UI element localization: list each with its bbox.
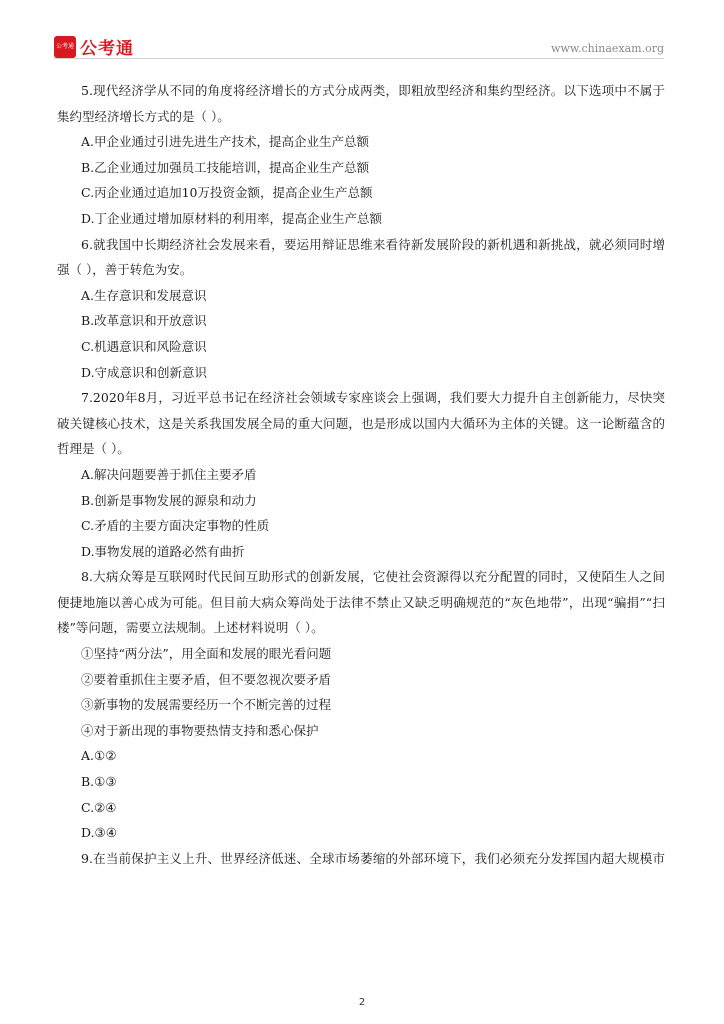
logo (54, 34, 134, 59)
question-8-statement-4: ④对于新出现的事物要热情支持和悉心保护 (81, 722, 319, 738)
question-6-stem-line-2: 强（ ），善于转危为安。 (57, 262, 193, 278)
question-8-option-b: B.①③ (81, 774, 117, 790)
question-7-stem-line-1: 7.2020年8月，习近平总书记在经济社会领域专家座谈会上强调，我们要大力提升自主创新能力，尽快突 (81, 390, 665, 406)
question-6-stem-line-1: 6.就我国中长期经济社会发展来看，要运用辩证思维来看待新发展阶段的新机遇和新挑战，就必须同时增 (81, 236, 665, 252)
question-8-option-d: D.③④ (81, 825, 117, 841)
question-5-option-d: D.丁企业通过增加原材料的利用率，提高企业生产总额 (81, 210, 383, 226)
document-body (57, 78, 665, 871)
question-9-stem-line-1: 9.在当前保护主义上升、世界经济低迷、全球市场萎缩的外部环境下，我们必须充分发挥国内超大规模市 (81, 850, 665, 866)
question-7-stem-line-2: 破关键核心技术，这是关系我国发展全局的重大问题，也是形成以国内大循环为主体的关键。这一论断蕴含的 (57, 415, 665, 431)
question-7-stem-line-3: 哲理是（ ）。 (57, 441, 130, 457)
site-url: www.chinaexam.org (551, 42, 664, 55)
question-8-stem-line-3: 楼”等问题，需要立法规制。上述材料说明（ ）。 (57, 620, 324, 636)
question-7-option-a: A.解决问题要善于抓住主要矛盾 (81, 466, 257, 482)
question-8-option-c: C.②④ (81, 799, 117, 815)
question-5-stem-line-2: 集约型经济增长方式的是（ ）。 (57, 108, 230, 124)
question-5-stem-line-1: 5.现代经济学从不同的角度将经济增长的方式分成两类，即粗放型经济和集约型经济。以下选项中不属于 (81, 83, 665, 98)
question-8-statement-3: ③新事物的发展需要经历一个不断完善的过程 (81, 697, 332, 713)
question-7-option-d: D.事物发展的道路必然有曲折 (81, 543, 245, 559)
logo-text: 公考通 (80, 39, 134, 59)
page-header (54, 30, 664, 60)
question-5-option-c: C.丙企业通过追加10万投资金额，提高企业生产总额 (81, 185, 373, 201)
question-5-option-a: A.甲企业通过引进先进生产技术，提高企业生产总额 (81, 134, 370, 150)
question-8-statement-1: ①坚持“两分法”，用全面和发展的眼光看问题 (81, 646, 332, 662)
question-8-statement-2: ②要着重抓住主要矛盾，但不要忽视次要矛盾 (81, 671, 332, 687)
question-7-option-b: B.创新是事物发展的源泉和动力 (81, 492, 257, 508)
question-8-stem-line-1: 8.大病众筹是互联网时代民间互助形式的创新发展，它使社会资源得以充分配置的同时，又使陌生人之间 (81, 569, 665, 585)
question-6-option-c: C.机遇意识和风险意识 (81, 338, 207, 354)
question-8-stem-line-2: 便捷地施以善心成为可能。但目前大病众筹尚处于法律不禁止又缺乏明确规范的“灰色地带”，出现“骗捐”“扫 (57, 594, 665, 610)
question-8-option-a: A.①② (81, 748, 117, 764)
page-number: 2 (358, 997, 366, 1008)
question-5-option-b: B.乙企业通过加强员工技能培训，提高企业生产总额 (81, 159, 370, 175)
question-6-option-a: A.生存意识和发展意识 (81, 287, 207, 303)
logo-badge-icon: 公考通 (54, 36, 76, 58)
header-divider (54, 58, 664, 59)
question-6-option-b: B.改革意识和开放意识 (81, 313, 207, 329)
question-7-option-c: C.矛盾的主要方面决定事物的性质 (81, 518, 270, 534)
question-6-option-d: D.守成意识和创新意识 (81, 364, 208, 380)
